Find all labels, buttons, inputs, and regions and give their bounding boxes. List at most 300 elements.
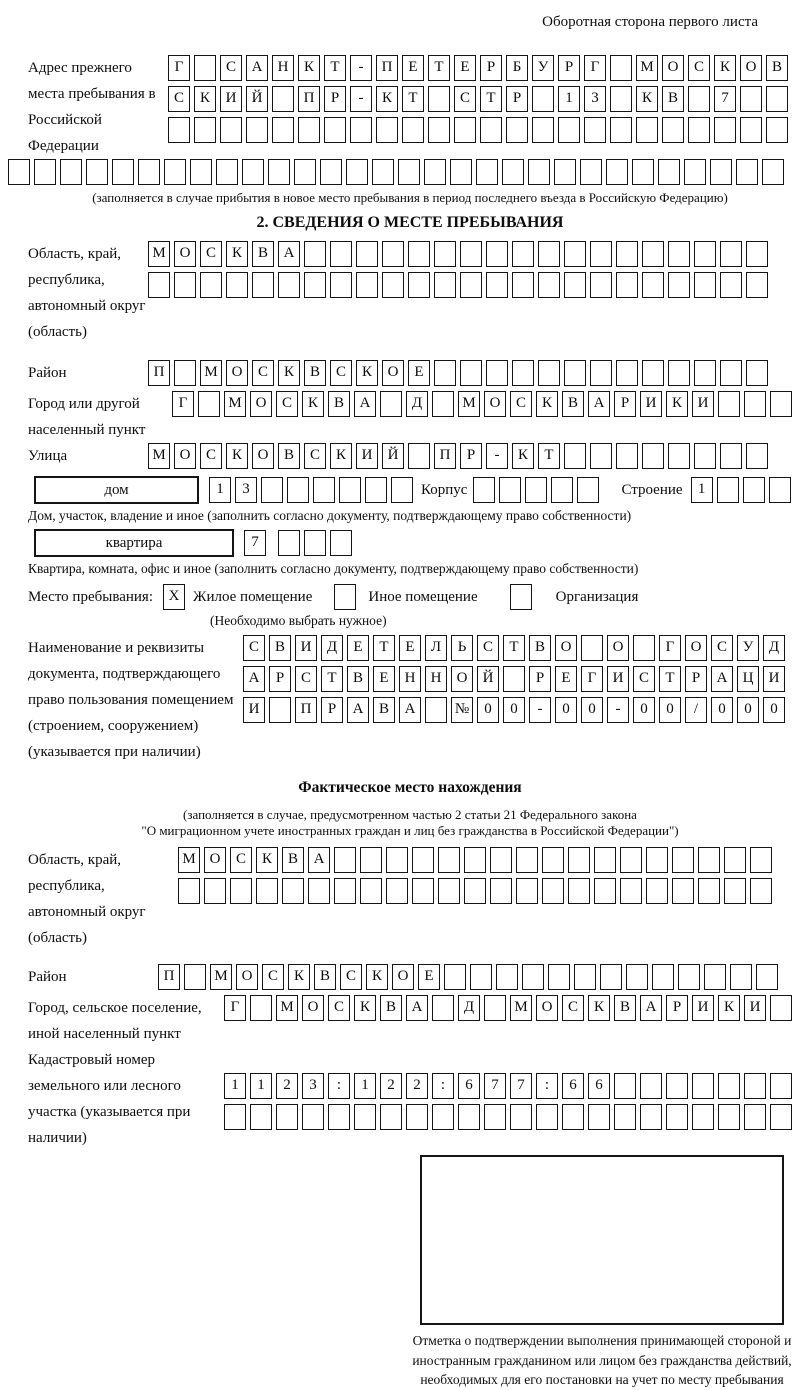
char-cell[interactable]: С — [230, 847, 252, 873]
char-cell[interactable] — [486, 272, 508, 298]
char-cell[interactable] — [610, 55, 632, 81]
char-cell[interactable] — [438, 878, 460, 904]
char-cell[interactable] — [434, 272, 456, 298]
char-cell[interactable]: М — [276, 995, 298, 1021]
char-cell[interactable]: С — [633, 666, 655, 692]
char-cell[interactable] — [424, 159, 446, 185]
char-cell[interactable]: В — [252, 241, 274, 267]
char-cell[interactable] — [590, 360, 612, 386]
char-cell[interactable]: А — [406, 995, 428, 1021]
char-cell[interactable]: Г — [659, 635, 681, 661]
char-cell[interactable] — [616, 272, 638, 298]
char-cell[interactable]: О — [536, 995, 558, 1021]
char-cell[interactable] — [432, 995, 454, 1021]
char-cell[interactable]: У — [532, 55, 554, 81]
char-cell[interactable]: 7 — [714, 86, 736, 112]
char-cell[interactable] — [770, 1104, 792, 1130]
char-cell[interactable]: - — [350, 55, 372, 81]
char-cell[interactable]: 1 — [354, 1073, 376, 1099]
char-cell[interactable]: Р — [480, 55, 502, 81]
char-cell[interactable] — [532, 86, 554, 112]
char-cell[interactable] — [34, 159, 56, 185]
char-cell[interactable] — [382, 272, 404, 298]
char-cell[interactable]: М — [510, 995, 532, 1021]
char-cell[interactable]: 0 — [659, 697, 681, 723]
char-cell[interactable] — [178, 878, 200, 904]
char-cell[interactable] — [551, 477, 573, 503]
char-cell[interactable] — [346, 159, 368, 185]
char-cell[interactable] — [216, 159, 238, 185]
char-cell[interactable]: Т — [538, 443, 560, 469]
char-cell[interactable] — [744, 1104, 766, 1130]
char-cell[interactable]: О — [302, 995, 324, 1021]
char-cell[interactable] — [769, 477, 791, 503]
char-cell[interactable] — [616, 241, 638, 267]
char-cell[interactable] — [86, 159, 108, 185]
char-cell[interactable]: И — [220, 86, 242, 112]
char-cell[interactable]: Р — [324, 86, 346, 112]
char-cell[interactable]: У — [737, 635, 759, 661]
char-cell[interactable]: К — [366, 964, 388, 990]
char-cell[interactable]: 3 — [302, 1073, 324, 1099]
char-cell[interactable]: П — [376, 55, 398, 81]
char-cell[interactable] — [480, 117, 502, 143]
char-cell[interactable] — [313, 477, 335, 503]
char-cell[interactable] — [558, 117, 580, 143]
char-cell[interactable]: С — [454, 86, 476, 112]
char-cell[interactable] — [666, 1073, 688, 1099]
char-cell[interactable] — [8, 159, 30, 185]
char-cell[interactable] — [294, 159, 316, 185]
char-cell[interactable] — [512, 241, 534, 267]
char-cell[interactable] — [746, 443, 768, 469]
char-cell[interactable] — [278, 530, 300, 556]
char-cell[interactable] — [168, 117, 190, 143]
char-cell[interactable]: Е — [402, 55, 424, 81]
char-cell[interactable] — [606, 159, 628, 185]
char-cell[interactable]: М — [148, 443, 170, 469]
char-cell[interactable]: С — [562, 995, 584, 1021]
char-cell[interactable]: Т — [480, 86, 502, 112]
char-cell[interactable] — [365, 477, 387, 503]
char-cell[interactable] — [184, 964, 206, 990]
char-cell[interactable] — [272, 117, 294, 143]
char-cell[interactable] — [476, 159, 498, 185]
char-cell[interactable] — [766, 117, 788, 143]
char-cell[interactable]: П — [295, 697, 317, 723]
char-cell[interactable] — [642, 443, 664, 469]
char-cell[interactable]: Т — [373, 635, 395, 661]
char-cell[interactable] — [372, 159, 394, 185]
char-cell[interactable] — [473, 477, 495, 503]
char-cell[interactable]: Е — [373, 666, 395, 692]
char-cell[interactable] — [460, 272, 482, 298]
char-cell[interactable] — [261, 477, 283, 503]
char-cell[interactable] — [386, 878, 408, 904]
char-cell[interactable] — [522, 964, 544, 990]
char-cell[interactable]: С — [220, 55, 242, 81]
char-cell[interactable]: : — [536, 1073, 558, 1099]
char-cell[interactable]: Г — [581, 666, 603, 692]
char-cell[interactable] — [382, 241, 404, 267]
char-cell[interactable] — [380, 391, 402, 417]
char-cell[interactable] — [590, 443, 612, 469]
char-cell[interactable] — [548, 964, 570, 990]
char-cell[interactable]: Р — [506, 86, 528, 112]
char-cell[interactable] — [668, 360, 690, 386]
char-cell[interactable]: О — [484, 391, 506, 417]
char-cell[interactable] — [736, 159, 758, 185]
char-cell[interactable]: К — [354, 995, 376, 1021]
char-cell[interactable]: Д — [406, 391, 428, 417]
char-cell[interactable]: С — [477, 635, 499, 661]
char-cell[interactable] — [334, 847, 356, 873]
char-cell[interactable] — [220, 117, 242, 143]
char-cell[interactable]: К — [666, 391, 688, 417]
char-cell[interactable] — [642, 241, 664, 267]
char-cell[interactable] — [198, 391, 220, 417]
char-cell[interactable] — [616, 443, 638, 469]
char-cell[interactable]: 1 — [691, 477, 713, 503]
char-cell[interactable] — [380, 1104, 402, 1130]
char-cell[interactable] — [350, 117, 372, 143]
char-cell[interactable] — [330, 530, 352, 556]
char-cell[interactable] — [525, 477, 547, 503]
char-cell[interactable]: 0 — [763, 697, 785, 723]
char-cell[interactable]: А — [308, 847, 330, 873]
char-cell[interactable] — [230, 878, 252, 904]
char-cell[interactable] — [704, 964, 726, 990]
char-cell[interactable] — [360, 878, 382, 904]
char-cell[interactable]: В — [304, 360, 326, 386]
char-cell[interactable]: С — [304, 443, 326, 469]
char-cell[interactable]: К — [588, 995, 610, 1021]
char-cell[interactable] — [724, 847, 746, 873]
char-cell[interactable] — [600, 964, 622, 990]
char-cell[interactable]: К — [636, 86, 658, 112]
char-cell[interactable]: С — [262, 964, 284, 990]
char-cell[interactable] — [568, 847, 590, 873]
char-cell[interactable] — [620, 878, 642, 904]
char-cell[interactable] — [194, 55, 216, 81]
char-cell[interactable]: К — [302, 391, 324, 417]
char-cell[interactable]: М — [636, 55, 658, 81]
char-cell[interactable] — [740, 86, 762, 112]
char-cell[interactable]: Г — [168, 55, 190, 81]
char-cell[interactable] — [584, 117, 606, 143]
char-cell[interactable] — [490, 847, 512, 873]
char-cell[interactable]: И — [763, 666, 785, 692]
char-cell[interactable] — [554, 159, 576, 185]
checkbox-organization[interactable] — [510, 584, 532, 610]
char-cell[interactable]: М — [458, 391, 480, 417]
char-cell[interactable]: М — [224, 391, 246, 417]
char-cell[interactable] — [720, 272, 742, 298]
char-cell[interactable] — [308, 878, 330, 904]
char-cell[interactable]: М — [210, 964, 232, 990]
char-cell[interactable]: О — [555, 635, 577, 661]
char-cell[interactable] — [200, 272, 222, 298]
char-cell[interactable] — [190, 159, 212, 185]
char-cell[interactable] — [484, 1104, 506, 1130]
char-cell[interactable] — [562, 1104, 584, 1130]
char-cell[interactable]: К — [226, 443, 248, 469]
char-cell[interactable]: С — [688, 55, 710, 81]
char-cell[interactable] — [590, 272, 612, 298]
char-cell[interactable] — [594, 878, 616, 904]
char-cell[interactable] — [710, 159, 732, 185]
char-cell[interactable] — [304, 530, 326, 556]
char-cell[interactable]: И — [295, 635, 317, 661]
char-cell[interactable] — [668, 241, 690, 267]
char-cell[interactable]: А — [711, 666, 733, 692]
char-cell[interactable]: П — [298, 86, 320, 112]
char-cell[interactable] — [580, 159, 602, 185]
char-cell[interactable]: И — [607, 666, 629, 692]
char-cell[interactable] — [532, 117, 554, 143]
char-cell[interactable]: К — [256, 847, 278, 873]
char-cell[interactable]: С — [243, 635, 265, 661]
char-cell[interactable] — [450, 159, 472, 185]
char-cell[interactable] — [766, 86, 788, 112]
char-cell[interactable]: И — [356, 443, 378, 469]
char-cell[interactable]: О — [226, 360, 248, 386]
char-cell[interactable]: Й — [246, 86, 268, 112]
char-cell[interactable] — [640, 1073, 662, 1099]
char-cell[interactable] — [194, 117, 216, 143]
char-cell[interactable]: П — [158, 964, 180, 990]
char-cell[interactable] — [304, 272, 326, 298]
char-cell[interactable] — [298, 117, 320, 143]
char-cell[interactable] — [334, 878, 356, 904]
char-cell[interactable]: 7 — [484, 1073, 506, 1099]
char-cell[interactable] — [391, 477, 413, 503]
char-cell[interactable] — [698, 878, 720, 904]
char-cell[interactable] — [688, 117, 710, 143]
char-cell[interactable]: Р — [321, 697, 343, 723]
char-cell[interactable] — [252, 272, 274, 298]
char-cell[interactable]: А — [640, 995, 662, 1021]
char-cell[interactable]: А — [246, 55, 268, 81]
char-cell[interactable]: : — [432, 1073, 454, 1099]
char-cell[interactable] — [444, 964, 466, 990]
char-cell[interactable]: - — [607, 697, 629, 723]
char-cell[interactable]: О — [382, 360, 404, 386]
char-cell[interactable]: Р — [666, 995, 688, 1021]
char-cell[interactable] — [770, 391, 792, 417]
char-cell[interactable] — [302, 1104, 324, 1130]
char-cell[interactable]: С — [295, 666, 317, 692]
char-cell[interactable] — [464, 878, 486, 904]
char-cell[interactable]: 7 — [244, 530, 266, 556]
char-cell[interactable] — [610, 117, 632, 143]
char-cell[interactable] — [278, 272, 300, 298]
char-cell[interactable]: Е — [347, 635, 369, 661]
char-cell[interactable] — [577, 477, 599, 503]
char-cell[interactable]: - — [486, 443, 508, 469]
char-cell[interactable]: Т — [428, 55, 450, 81]
char-cell[interactable] — [434, 241, 456, 267]
char-cell[interactable] — [610, 86, 632, 112]
char-cell[interactable] — [616, 360, 638, 386]
char-cell[interactable] — [744, 1073, 766, 1099]
char-cell[interactable] — [242, 159, 264, 185]
char-cell[interactable] — [717, 477, 739, 503]
char-cell[interactable]: Т — [503, 635, 525, 661]
char-cell[interactable] — [272, 86, 294, 112]
char-cell[interactable] — [756, 964, 778, 990]
char-cell[interactable] — [672, 847, 694, 873]
char-cell[interactable] — [590, 241, 612, 267]
char-cell[interactable] — [354, 1104, 376, 1130]
char-cell[interactable] — [269, 697, 291, 723]
char-cell[interactable] — [484, 995, 506, 1021]
char-cell[interactable]: К — [330, 443, 352, 469]
char-cell[interactable] — [684, 159, 706, 185]
char-cell[interactable]: О — [204, 847, 226, 873]
char-cell[interactable]: О — [607, 635, 629, 661]
char-cell[interactable]: П — [148, 360, 170, 386]
char-cell[interactable] — [668, 272, 690, 298]
char-cell[interactable]: С — [711, 635, 733, 661]
char-cell[interactable] — [692, 1104, 714, 1130]
char-cell[interactable] — [746, 241, 768, 267]
char-cell[interactable]: В — [529, 635, 551, 661]
char-cell[interactable] — [510, 1104, 532, 1130]
char-cell[interactable] — [60, 159, 82, 185]
char-cell[interactable]: П — [434, 443, 456, 469]
char-cell[interactable]: Е — [454, 55, 476, 81]
char-cell[interactable] — [402, 117, 424, 143]
char-cell[interactable]: К — [298, 55, 320, 81]
char-cell[interactable] — [594, 847, 616, 873]
char-cell[interactable] — [678, 964, 700, 990]
char-cell[interactable] — [464, 847, 486, 873]
char-cell[interactable]: И — [692, 995, 714, 1021]
char-cell[interactable] — [490, 878, 512, 904]
char-cell[interactable] — [542, 847, 564, 873]
char-cell[interactable]: Д — [763, 635, 785, 661]
char-cell[interactable]: Д — [321, 635, 343, 661]
char-cell[interactable]: 2 — [380, 1073, 402, 1099]
char-cell[interactable]: 1 — [224, 1073, 246, 1099]
char-cell[interactable] — [320, 159, 342, 185]
char-cell[interactable] — [720, 360, 742, 386]
char-cell[interactable]: 1 — [209, 477, 231, 503]
char-cell[interactable] — [528, 159, 550, 185]
char-cell[interactable] — [408, 272, 430, 298]
char-cell[interactable]: В — [282, 847, 304, 873]
char-cell[interactable] — [652, 964, 674, 990]
char-cell[interactable] — [740, 117, 762, 143]
char-cell[interactable]: О — [252, 443, 274, 469]
char-cell[interactable] — [538, 272, 560, 298]
char-cell[interactable] — [633, 635, 655, 661]
char-cell[interactable] — [486, 241, 508, 267]
char-cell[interactable]: 1 — [250, 1073, 272, 1099]
char-cell[interactable] — [720, 443, 742, 469]
char-cell[interactable] — [250, 1104, 272, 1130]
char-cell[interactable] — [356, 241, 378, 267]
char-cell[interactable] — [718, 391, 740, 417]
char-cell[interactable]: Г — [172, 391, 194, 417]
char-cell[interactable] — [746, 360, 768, 386]
char-cell[interactable] — [406, 1104, 428, 1130]
char-cell[interactable]: С — [510, 391, 532, 417]
char-cell[interactable] — [718, 1104, 740, 1130]
char-cell[interactable]: / — [685, 697, 707, 723]
char-cell[interactable] — [538, 360, 560, 386]
house-box[interactable]: дом — [34, 476, 199, 504]
char-cell[interactable]: С — [200, 241, 222, 267]
char-cell[interactable]: С — [168, 86, 190, 112]
char-cell[interactable] — [568, 878, 590, 904]
char-cell[interactable] — [564, 241, 586, 267]
char-cell[interactable] — [226, 272, 248, 298]
char-cell[interactable]: К — [714, 55, 736, 81]
char-cell[interactable]: В — [662, 86, 684, 112]
char-cell[interactable]: 6 — [588, 1073, 610, 1099]
char-cell[interactable]: Е — [408, 360, 430, 386]
char-cell[interactable]: 2 — [276, 1073, 298, 1099]
char-cell[interactable]: В — [373, 697, 395, 723]
char-cell[interactable] — [138, 159, 160, 185]
char-cell[interactable]: Й — [382, 443, 404, 469]
char-cell[interactable]: О — [685, 635, 707, 661]
char-cell[interactable] — [642, 360, 664, 386]
char-cell[interactable]: В — [269, 635, 291, 661]
char-cell[interactable] — [666, 1104, 688, 1130]
char-cell[interactable]: М — [178, 847, 200, 873]
char-cell[interactable]: № — [451, 697, 473, 723]
char-cell[interactable]: - — [529, 697, 551, 723]
char-cell[interactable] — [698, 847, 720, 873]
char-cell[interactable]: О — [250, 391, 272, 417]
char-cell[interactable]: С — [252, 360, 274, 386]
char-cell[interactable]: Е — [555, 666, 577, 692]
char-cell[interactable]: О — [236, 964, 258, 990]
char-cell[interactable] — [496, 964, 518, 990]
char-cell[interactable]: Н — [399, 666, 421, 692]
char-cell[interactable] — [714, 117, 736, 143]
char-cell[interactable] — [164, 159, 186, 185]
char-cell[interactable] — [536, 1104, 558, 1130]
char-cell[interactable] — [148, 272, 170, 298]
char-cell[interactable]: А — [347, 697, 369, 723]
char-cell[interactable]: 2 — [406, 1073, 428, 1099]
char-cell[interactable] — [694, 443, 716, 469]
char-cell[interactable]: К — [288, 964, 310, 990]
char-cell[interactable] — [743, 477, 765, 503]
char-cell[interactable] — [376, 117, 398, 143]
char-cell[interactable] — [438, 847, 460, 873]
char-cell[interactable]: М — [200, 360, 222, 386]
char-cell[interactable]: С — [276, 391, 298, 417]
char-cell[interactable]: К — [376, 86, 398, 112]
char-cell[interactable] — [588, 1104, 610, 1130]
char-cell[interactable]: С — [200, 443, 222, 469]
char-cell[interactable] — [574, 964, 596, 990]
char-cell[interactable]: Л — [425, 635, 447, 661]
char-cell[interactable] — [694, 241, 716, 267]
char-cell[interactable] — [770, 995, 792, 1021]
char-cell[interactable]: В — [278, 443, 300, 469]
char-cell[interactable]: Т — [324, 55, 346, 81]
char-cell[interactable] — [460, 360, 482, 386]
char-cell[interactable] — [668, 443, 690, 469]
char-cell[interactable] — [642, 272, 664, 298]
char-cell[interactable] — [770, 1073, 792, 1099]
